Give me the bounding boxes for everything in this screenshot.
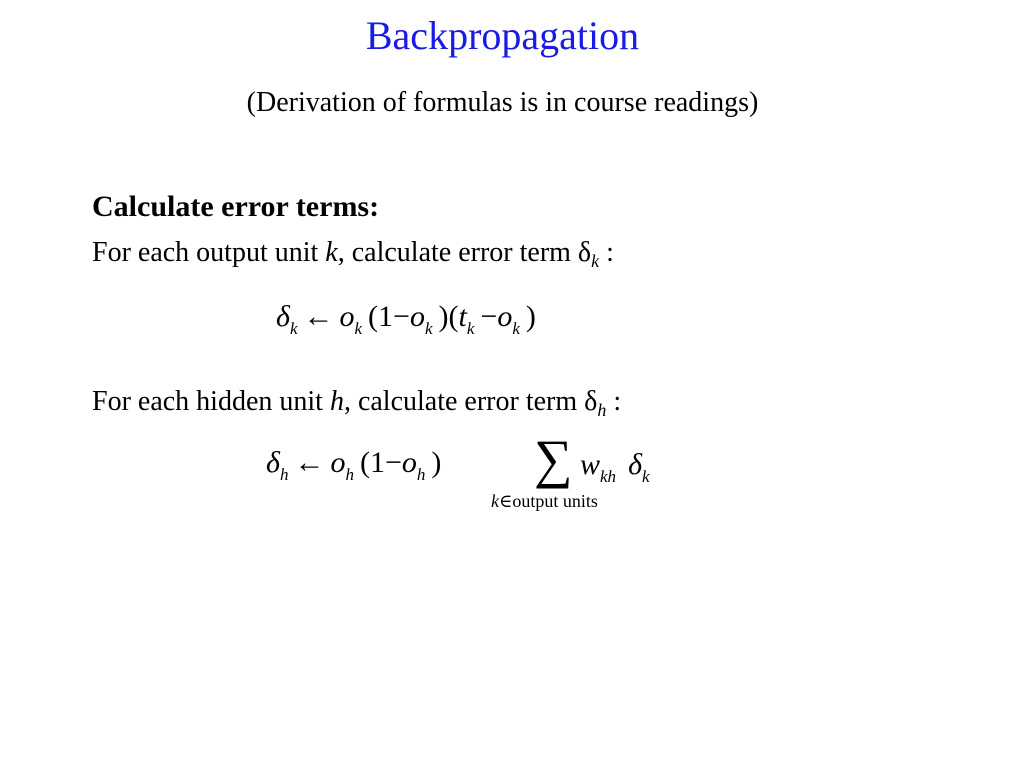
formula2-o2-sub: h <box>416 465 426 484</box>
formula1-paren-mid: )( <box>438 300 459 333</box>
formula2-arrow-icon: ← <box>294 446 325 479</box>
formula1-delta: δ <box>276 300 290 333</box>
formula1-o: o <box>339 300 355 333</box>
formula2-minus: − <box>384 446 402 479</box>
section-heading: Calculate error terms: <box>92 190 380 223</box>
hidden-unit-rule <box>92 387 621 418</box>
summation <box>488 429 650 522</box>
sigma-icon: ∑ <box>534 429 573 489</box>
hidden-rule-text-2: , calculate error term <box>343 386 585 417</box>
slide-title: Backpropagation <box>365 13 640 58</box>
hidden-error-formula <box>266 446 442 484</box>
sum-index-in: ∈ <box>499 491 513 511</box>
output-rule-text-2: , calculate error term <box>337 237 578 268</box>
formula2-delta-sub: h <box>279 465 289 484</box>
formula1-o3: o <box>497 300 513 333</box>
sum-body <box>580 448 650 486</box>
formula1-o-sub: k <box>354 319 363 338</box>
slide-subtitle: (Derivation of formulas is in course readings) <box>246 87 759 118</box>
formula1-delta-sub: k <box>289 319 298 338</box>
sum-index-var: k <box>491 491 499 511</box>
formula1-t: t <box>458 300 467 333</box>
hidden-rule-colon: : <box>606 386 622 417</box>
formula1-o2-sub: k <box>424 319 433 338</box>
output-rule-text-1: For each output unit <box>92 237 326 268</box>
sum-index <box>491 492 598 510</box>
output-rule-var: k <box>325 237 338 268</box>
formula2-o-sub: h <box>345 465 354 484</box>
sum-index-set: output units <box>512 491 598 511</box>
hidden-rule-delta-sub: h <box>597 400 607 420</box>
hidden-rule-delta: δ <box>584 386 598 417</box>
output-error-formula <box>276 300 536 338</box>
formula2-o2: o <box>401 446 417 479</box>
formula1-paren-open: (1 <box>368 300 394 333</box>
output-unit-rule <box>92 238 614 269</box>
sum-w-sub: kh <box>600 467 617 486</box>
hidden-rule-var: h <box>329 386 344 417</box>
formula2-delta: δ <box>266 446 280 479</box>
output-rule-colon: : <box>599 237 614 268</box>
formula1-o3-sub: k <box>512 319 520 338</box>
formula2-paren-open: (1 <box>359 446 385 479</box>
formula1-paren-close: ) <box>525 300 536 333</box>
formula1-minus: − <box>393 300 410 333</box>
sum-delta: δ <box>628 448 643 481</box>
output-rule-delta: δ <box>577 237 592 268</box>
formula1-arrow-icon: ← <box>303 300 334 333</box>
formula1-minus2: − <box>480 300 498 333</box>
formula1-t-sub: k <box>466 319 475 338</box>
sum-w: w <box>580 448 601 481</box>
formula1-o2: o <box>409 300 425 333</box>
sum-delta-sub: k <box>642 467 650 486</box>
output-rule-delta-sub: k <box>591 251 600 271</box>
hidden-rule-text-1: For each hidden unit <box>92 386 330 417</box>
formula2-paren-close: ) <box>431 446 442 479</box>
formula2-o: o <box>330 446 346 479</box>
